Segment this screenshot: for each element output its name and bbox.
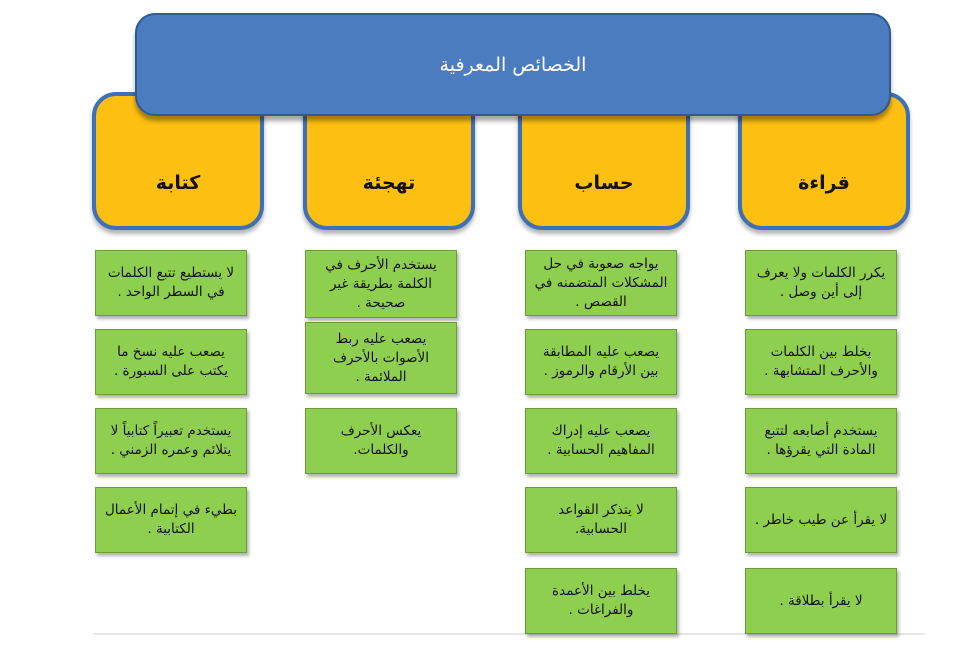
- category-label-math: حساب: [574, 172, 634, 194]
- writing-item-3: يستخدم تعبيراً كتابياً لا يتلائم وعمره الزمني .: [95, 408, 247, 474]
- diagram-title-box: [135, 13, 891, 116]
- spelling-item-3: يعكس الأحرف والكلمات.: [305, 408, 457, 474]
- reading-item-2: يخلط بين الكلمات والأحرف المتشابهة .: [745, 329, 897, 395]
- reading-item-5: لا يقرأ بطلاقة .: [745, 568, 897, 634]
- reading-item-1: يكرر الكلمات ولا يعرف إلى أين وصل .: [745, 250, 897, 316]
- math-item-4: لا يتذكر القواعد الحسابية.: [525, 487, 677, 553]
- diagram-title: الخصائص المعرفية: [439, 53, 587, 76]
- math-item-2: يصعب عليه المطابقة بين الأرقام والرموز .: [525, 329, 677, 395]
- writing-item-1: لا يستطيع تتبع الكلمات في السطر الواحد .: [95, 250, 247, 316]
- reading-item-4: لا يقرأ عن طيب خاطر .: [745, 487, 897, 553]
- spelling-item-2: يصعب عليه ربط الأصوات بالأحرف الملائمة .: [305, 322, 457, 394]
- spelling-item-1: يستخدم الأحرف في الكلمة بطريقة غير صحيحة .: [305, 250, 457, 318]
- category-label-spelling: تهجئة: [362, 172, 416, 194]
- category-label-reading: قراءة: [798, 172, 850, 194]
- reading-item-3: يستخدم أصابعه لتتبع المادة التي يقرؤها .: [745, 408, 897, 474]
- math-item-5: يخلط بين الأعمدة والفراغات .: [525, 568, 677, 634]
- math-item-1: يواجه صعوبة في حل المشكلات المتضمنه في القصص .: [525, 250, 677, 316]
- math-item-3: يصعب عليه إدراك المفاهيم الحسابية .: [525, 408, 677, 474]
- writing-item-2: يصعب عليه نسخ ما يكتب على السبورة .: [95, 329, 247, 395]
- category-label-writing: كتابة: [155, 172, 201, 194]
- writing-item-4: بطيء في إتمام الأعمال الكتابية .: [95, 487, 247, 553]
